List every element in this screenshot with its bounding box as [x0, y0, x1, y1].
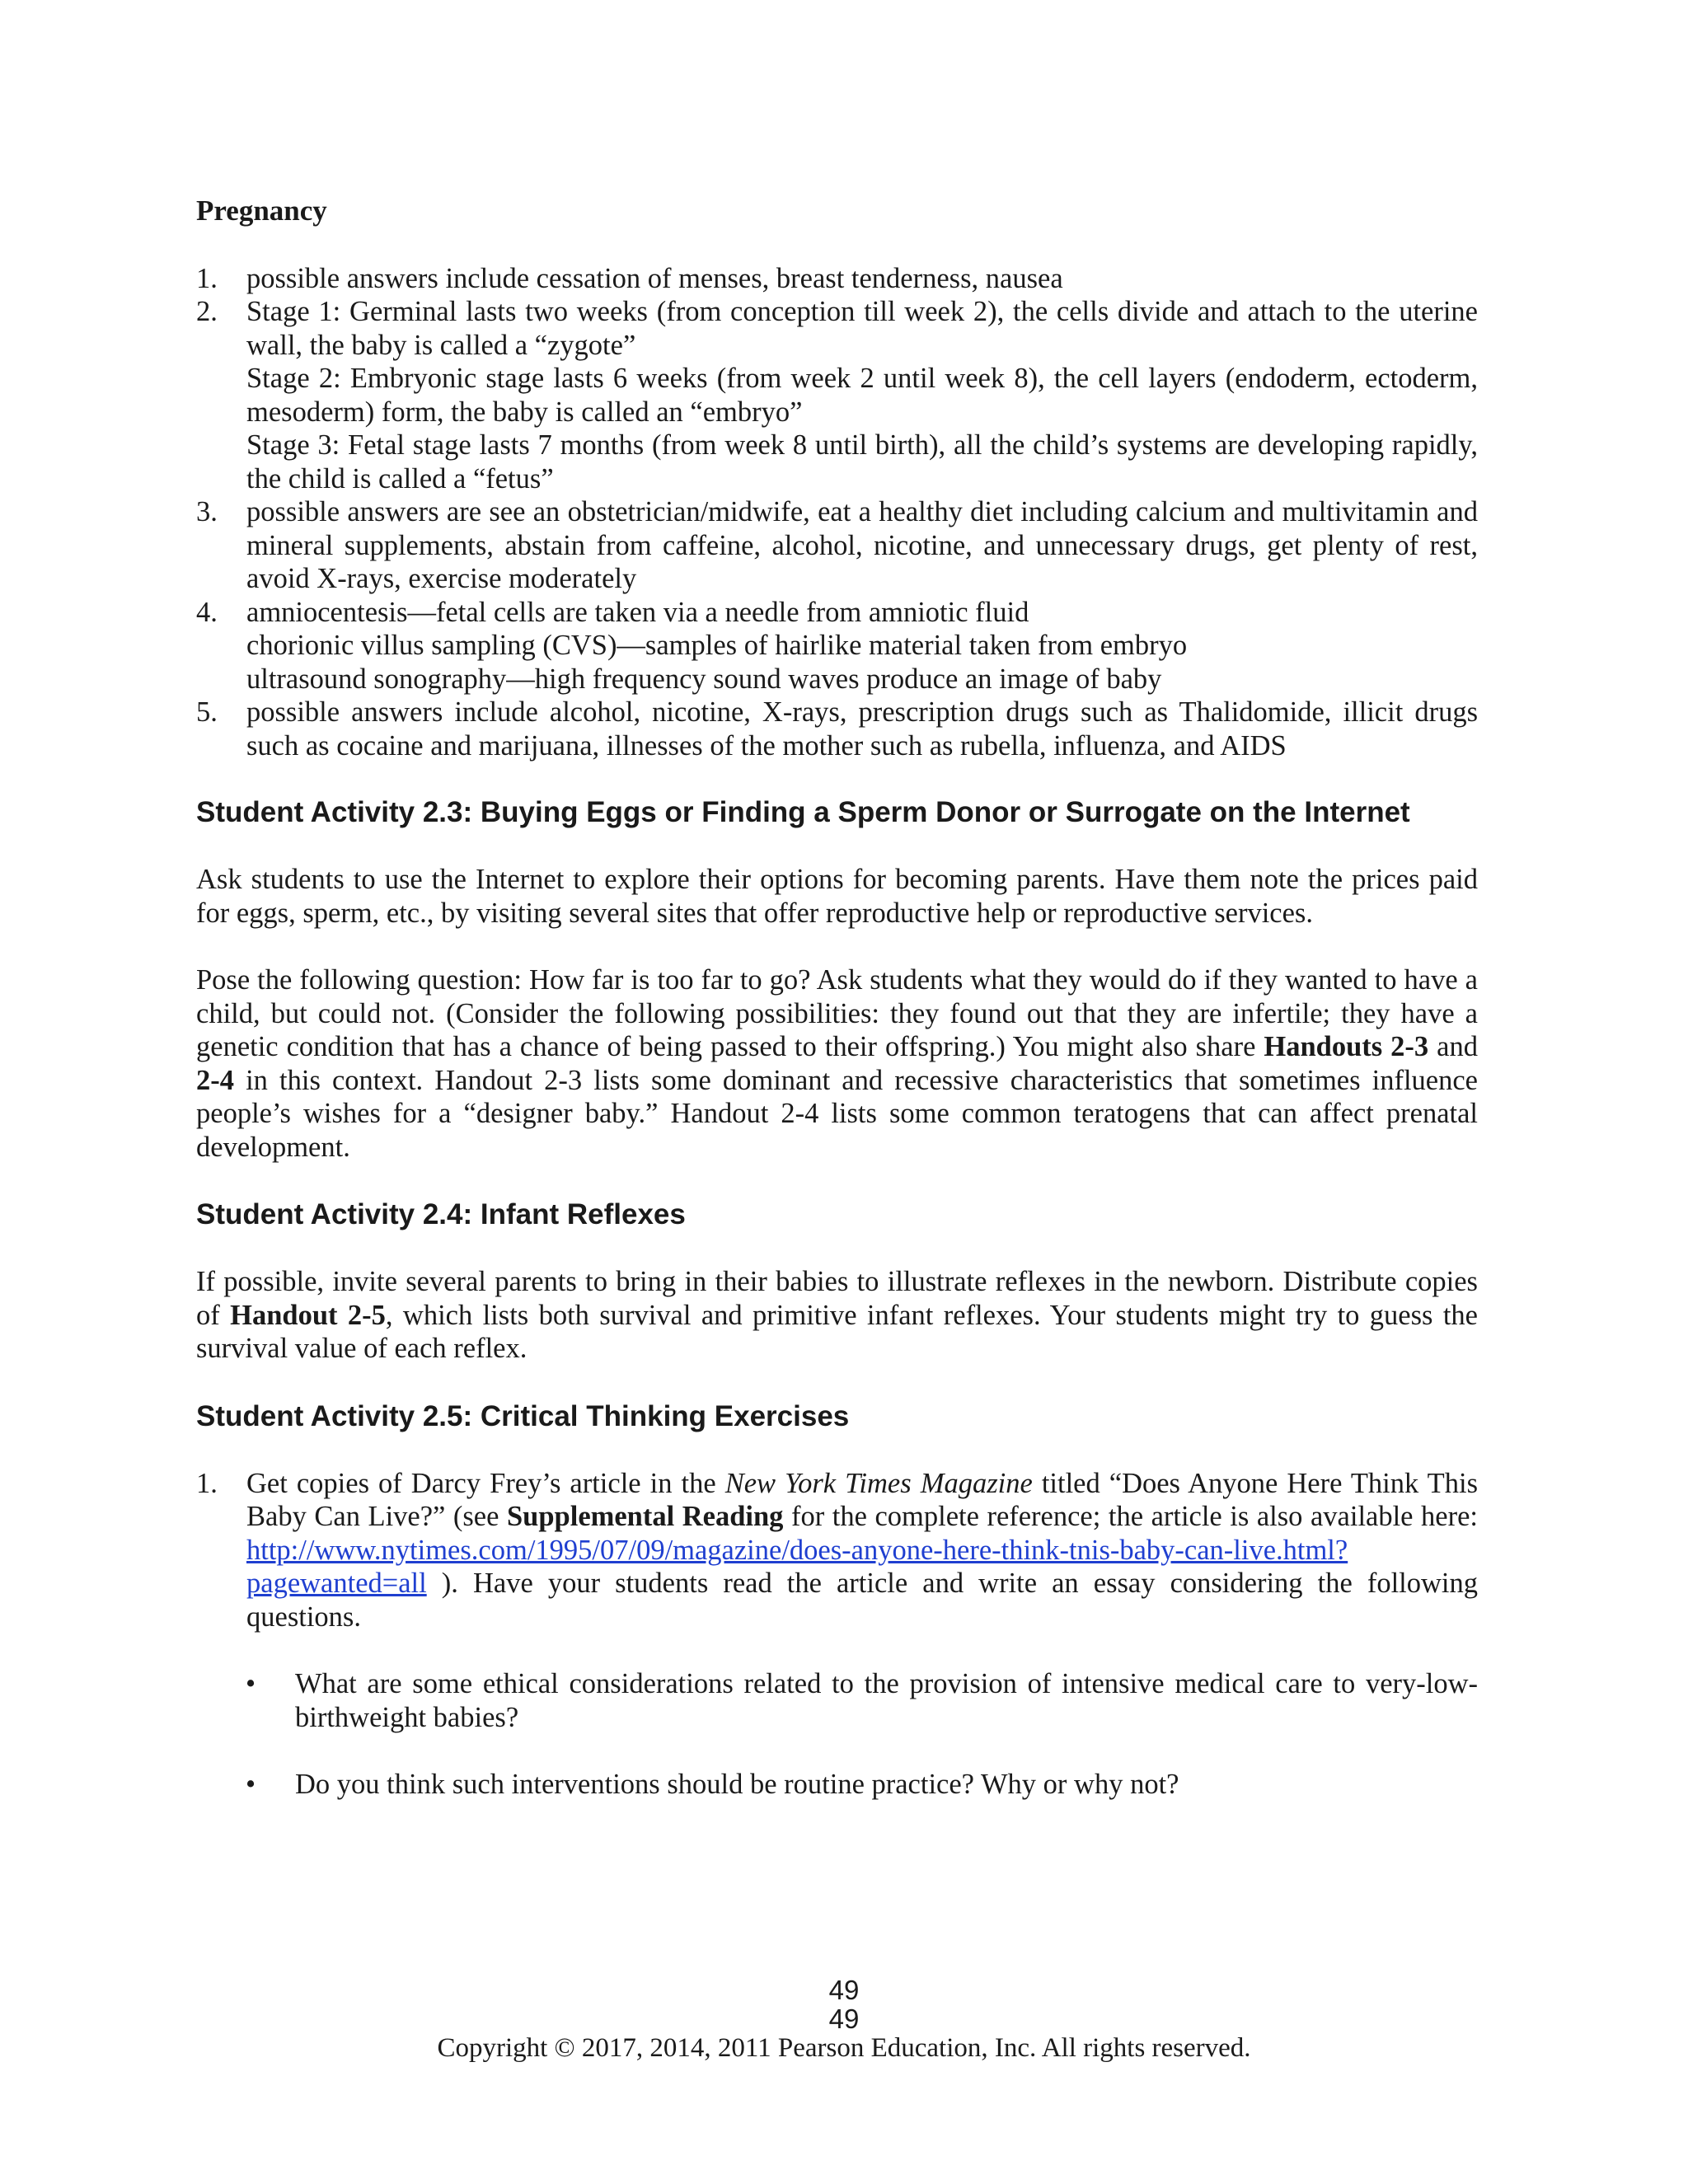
section-heading-pregnancy: Pregnancy — [196, 194, 327, 227]
item-number: 5. — [196, 696, 218, 728]
item-number: 1. — [196, 262, 218, 294]
handout-reference: Handouts 2-3 — [1264, 1031, 1429, 1062]
item-text-stage-2: Stage 2: Embryonic stage lasts 6 weeks (from week 2 until week 8), the cell layers (endoderm, ectoderm, mesoderm) form, the baby is called an “embryo” — [246, 363, 1478, 428]
text-run: titled “Does Anyone Here Think This Baby Can Live?” (see — [246, 1467, 1478, 1532]
handout-reference: 2-4 — [196, 1064, 234, 1096]
section-heading-activity-2-4: Student Activity 2.4: Infant Reflexes — [196, 1198, 686, 1230]
article-link[interactable]: http://www.nytimes.com/1995/07/09/magazine/does-anyone-here-think-tnis-baby-can-live.html?pagewanted=all — [246, 1534, 1348, 1599]
page-number: 49 — [828, 1975, 860, 2005]
list-item — [196, 295, 1478, 495]
item-number: 1. — [196, 1467, 218, 1499]
bullet-text: Do you think such interventions should be routine practice? Why or why not? — [295, 1769, 1179, 1800]
text-run: for the complete reference; the article is also available here: — [783, 1501, 1478, 1532]
section-heading-activity-2-3: Student Activity 2.3: Buying Eggs or Finding a Sperm Donor or Surrogate on the Internet — [196, 796, 1410, 828]
item-number: 4. — [196, 596, 218, 628]
item-text: possible answers include cessation of menses, breast tenderness, nausea — [246, 262, 1063, 294]
question-bullets — [196, 1667, 1478, 1802]
bullet-icon: • — [246, 1769, 256, 1800]
page-number: 49 — [828, 2004, 860, 2034]
list-item — [196, 495, 1478, 596]
item-text-stage-1: Stage 1: Germinal lasts two weeks (from conception till week 2), the cells divide and attach to the uterine wall, the baby is called a “zygote” — [246, 296, 1478, 361]
text-run: in this context. Handout 2-3 lists some dominant and recessive characteristics that sometimes influence people’s wishes for a “designer baby.” Handout 2-4 lists some common teratogens that can affect prenatal development. — [196, 1064, 1478, 1163]
copyright-notice: Copyright © 2017, 2014, 2011 Pearson Education, Inc. All rights reserved. — [437, 2033, 1251, 2063]
text-run: Get copies of Darcy Frey’s article in the — [246, 1467, 725, 1499]
text-run: ). Have your students read the article and write an essay considering the following questions. — [246, 1568, 1478, 1633]
text-run: and — [1428, 1031, 1478, 1062]
text-run: , which lists both survival and primitive infant reflexes. Your students might try to guess the survival value of each reflex. — [196, 1299, 1478, 1364]
page-content — [196, 194, 1478, 1835]
publication-title: New York Times Magazine — [724, 1467, 1033, 1499]
bullet-icon: • — [246, 1668, 256, 1699]
item-text-stage-3: Stage 3: Fetal stage lasts 7 months (from week 8 until birth), all the child’s systems are developing rapidly, the child is called a “fetus” — [246, 429, 1478, 494]
list-item — [196, 696, 1478, 762]
item-text — [246, 1467, 1478, 1634]
item-text-ultrasound: ultrasound sonography—high frequency sound waves produce an image of baby — [246, 663, 1162, 695]
item-text: possible answers are see an obstetrician/midwife, eat a healthy diet including calcium and multivitamin and mineral supplements, abstain from caffeine, alcohol, nicotine, and unnecessary drugs, get plenty of rest, avoid X-rays, exercise moderately — [246, 496, 1478, 594]
page-footer — [0, 1975, 1688, 2064]
bullet-text: What are some ethical considerations related to the provision of intensive medical care to very-low-birthweight babies? — [295, 1668, 1478, 1733]
list-item — [196, 1667, 1478, 1734]
text-run: If possible, invite several parents to bring in their babies to illustrate reflexes in the newborn. Distribute copies of — [196, 1266, 1478, 1331]
critical-thinking-list — [196, 1467, 1478, 1634]
list-item — [196, 1467, 1478, 1634]
item-number: 2. — [196, 296, 218, 327]
section-heading-activity-2-5: Student Activity 2.5: Critical Thinking Exercises — [196, 1399, 850, 1432]
handout-reference: Handout 2-5 — [230, 1299, 386, 1331]
paragraph-internet-options: Ask students to use the Internet to explore their options for becoming parents. Have them note the prices paid for eggs, sperm, etc., by visiting several sites that offer reproductive help or reproductive services. — [196, 864, 1478, 929]
item-text-cvs: chorionic villus sampling (CVS)—samples of hairlike material taken from embryo — [246, 630, 1188, 661]
text-run: Pose the following question: How far is too far to go? Ask students what they would do if they wanted to have a child, but could not. (Consider the following possibilities: they found out that they are infertile; they have a genetic condition that has a chance of being passed to their offspring.) You might also share — [196, 964, 1478, 1062]
item-number: 3. — [196, 496, 218, 527]
list-item — [196, 596, 1478, 696]
item-text-amniocentesis: amniocentesis—fetal cells are taken via a needle from amniotic fluid — [246, 596, 1029, 628]
paragraph-how-far — [196, 963, 1478, 1164]
list-item — [196, 1768, 1478, 1802]
list-item — [196, 262, 1478, 296]
pregnancy-answer-list — [196, 262, 1478, 763]
item-text: possible answers include alcohol, nicotine, X-rays, prescription drugs such as Thalidomide, illicit drugs such as cocaine and marijuana, illnesses of the mother such as rubella, influenza, and AIDS — [246, 696, 1478, 762]
paragraph-infant-reflexes — [196, 1265, 1478, 1366]
supplemental-reading-reference: Supplemental Reading — [506, 1501, 784, 1532]
